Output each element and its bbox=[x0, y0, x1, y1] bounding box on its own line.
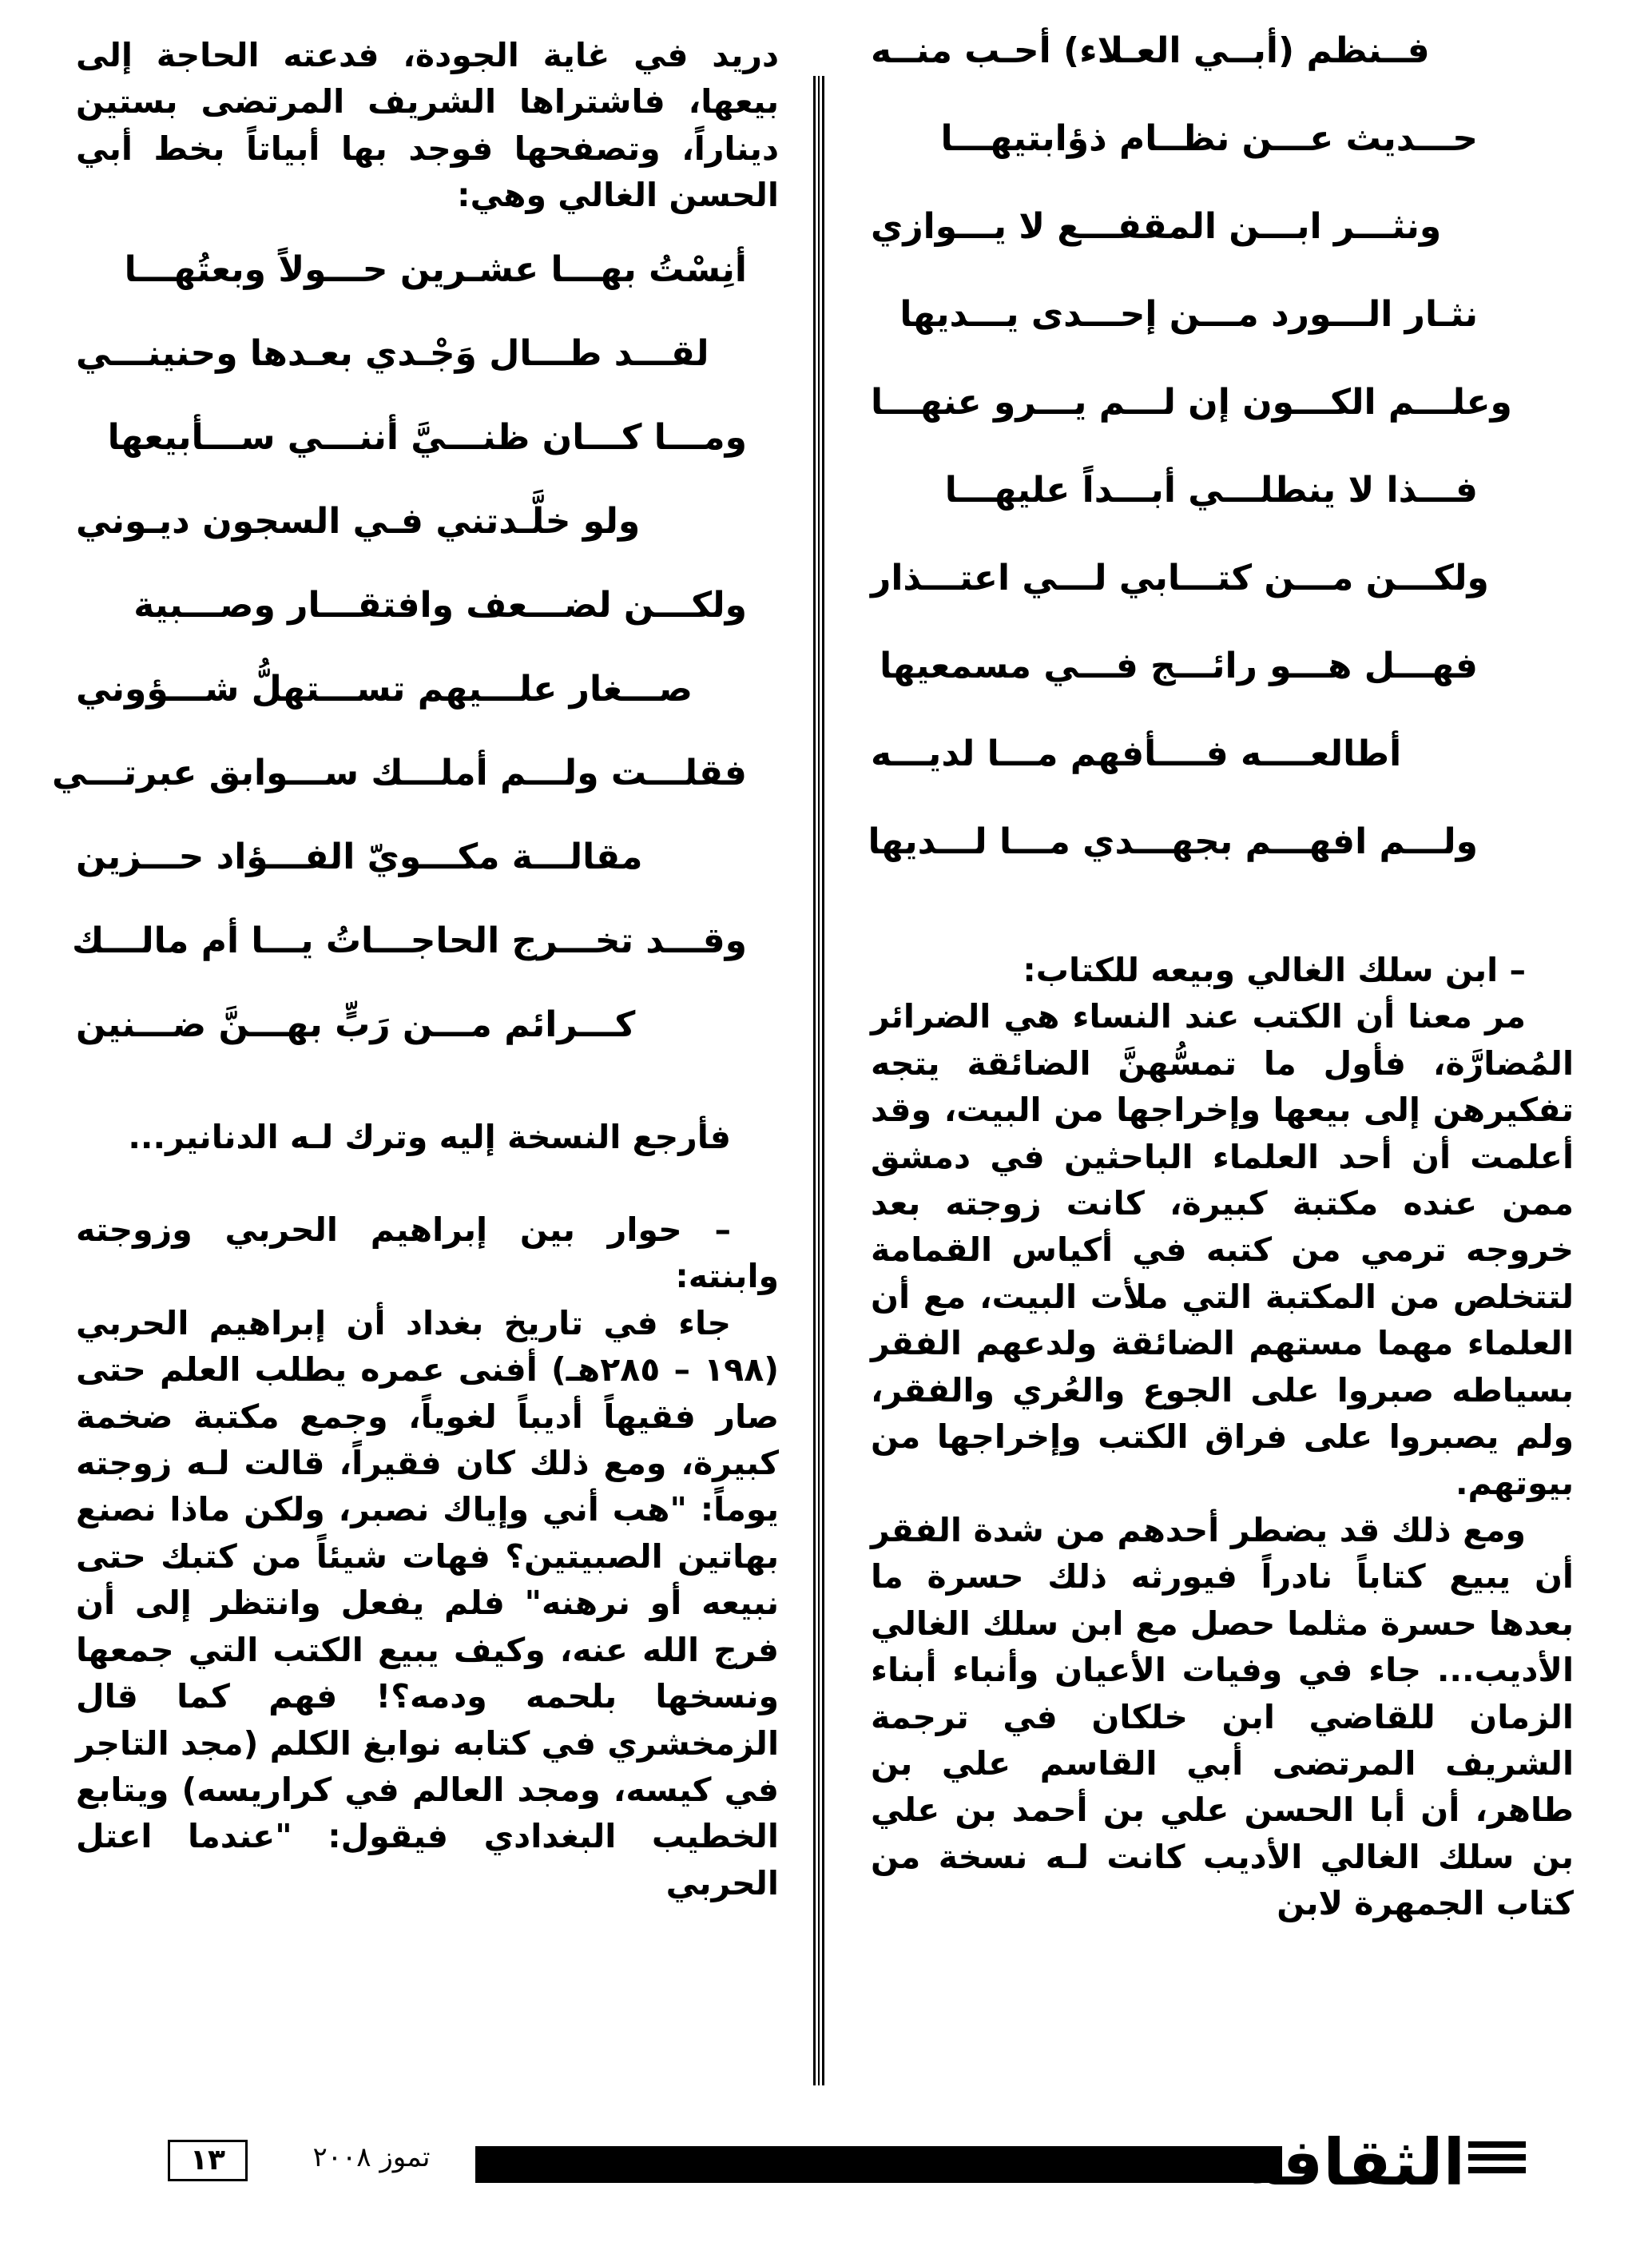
verse-line: أطالعــــه فــــأفهم مـــا لديـــه bbox=[871, 733, 1402, 774]
paragraph: جاء في تاريخ بغداد أن إبراهيم الحربي (١٩٨ – ٢٨٥هـ) أفنى عمره يطلب العلم حتى صار فقيهاً أديباً لغوياً، وجمع مكتبة ضخمة كبيرة، ومع ذلك كان فقيراً، قالت لـه زوجته يوماً: "هب أني وإياك نصبر، ولكن ماذا نصنع بهاتين الصبيتين؟ فهات شيئاً من كتبك حتى نبيعه أو نرهنه" فلم يفعل وانتظر إلى أن فرج الله عنه، وكيف يبيع الكتب التي جمعها ونسخها بلحمه ودمه؟! فهم كما قال الزمخشري في كتابه نوابغ الكلم (مجد التاجر في كيسه، ومجد العالم في كراريسه) ويتابع الخطيب البغدادي فيقول: "عندما اعتل الحربي bbox=[76, 1303, 779, 1902]
verse-line: ومـــا كـــان ظنـــيَّ أننـــي ســـأبيعها bbox=[107, 416, 747, 458]
page-footer bbox=[168, 2119, 1526, 2215]
paragraph: ومع ذلك قد يضطر أحدهم من شدة الفقر أن يبيع كتاباً نادراً فيورثه ذلك حسرة ما بعدها حسرة مثلما حصل مع ابن سلك الغالي الأديب... جاء في وفيات الأعيان وأنباء أبناء الزمان للقاضي ابن خلكان في ترجمة الشريف المرتضى أبي القاسم علي بن طاهر، أن أبا الحسن علي بن أحمد بن علي بن سلك الغالي الأديب كانت لـه نسخة من كتاب الجمهرة لابن bbox=[871, 1510, 1574, 1923]
verse-line: وعلـــم الكـــون إن لـــم يـــرو عنهـــا bbox=[871, 382, 1512, 423]
verse-line: صـــغار علـــيهم تســـتهلُّ شـــؤوني bbox=[76, 668, 693, 710]
magazine-logo bbox=[1242, 2119, 1526, 2207]
logo-bars-icon bbox=[1468, 2141, 1526, 2188]
closing-paragraph: فأرجع النسخة إليه وترك لـه الدنانير... bbox=[128, 1117, 731, 1156]
verse-line: فــنظم (أبــي العـلاء) أحـب منــه bbox=[871, 30, 1430, 71]
verse-line: لقـــد طـــال وَجْـدي بعـدها وحنينـــي bbox=[76, 332, 709, 374]
poem-right bbox=[868, 30, 1574, 911]
verse-line: فقلـــت ولـــم أملـــك ســـوابق عبرتـــي bbox=[51, 752, 747, 793]
verse-line: ونثـــر ابـــن المقفـــع لا يـــوازي bbox=[871, 206, 1442, 247]
poem-left bbox=[51, 248, 779, 1090]
verse-line: ولكـــن مـــن كتـــابي لـــي اعتـــذار bbox=[871, 558, 1489, 598]
verse-line: وقـــد تخـــرج الحاجـــاتُ يـــا أم مالـــك bbox=[72, 920, 747, 961]
footer-rule bbox=[475, 2146, 1282, 2183]
section-heading: – حوار بين إبراهيم الحربي وزوجته وابنته: bbox=[76, 1211, 779, 1296]
verse-line: ولو خلَّـدتني فـي السجون ديـوني bbox=[76, 500, 641, 542]
column-divider bbox=[813, 76, 824, 2085]
verse-line: ولـــم افهـــم بجهـــدي مـــا لـــديها bbox=[868, 821, 1478, 862]
verse-line: فـــذا لا ينطلـــي أبـــداً عليهـــا bbox=[944, 470, 1478, 511]
section-heading: – ابن سلك الغالي وبيعه للكتاب: bbox=[1023, 951, 1526, 989]
left-prose bbox=[76, 1114, 779, 1907]
paragraph: مر معنا أن الكتب عند النساء هي الضرائر المُضارَّة، فأول ما تمسُّهنَّ الضائقة يتجه تفكيرهن إلى بيعها وإخراجها من البيت، وقد أعلمت أن أحد العلماء الباحثين في دمشق ممن عنده مكتبة كبيرة، كانت زوجته بعد خروجه ترمي من كتبه في أكياس القمامة لتتخلص من المكتبة التي ملأت البيت، مع أن العلماء مهما مستهم الضائقة ولدعهم الفقر بسياطه صبروا على الجوع والعُري والفقر، ولم يصبروا على فراق الكتب وإخراجها من بيوتهم. bbox=[871, 997, 1574, 1503]
issue-date: تموز ٢٠٠٨ bbox=[312, 2141, 431, 2173]
magazine-name: الثقافة bbox=[1242, 2125, 1465, 2200]
verse-line: مقالـــة مكـــويّ الفـــؤاد حـــزين bbox=[76, 836, 643, 877]
right-prose bbox=[871, 947, 1574, 1927]
verse-line: نثـار الـــورد مـــن إحـــدى يـــديها bbox=[899, 294, 1478, 335]
verse-line: فهـــل هـــو رائـــج فـــي مسمعيها bbox=[880, 646, 1478, 686]
page-number: ١٣ bbox=[168, 2140, 248, 2181]
verse-line: حـــديث عـــن نظــام ذؤابتيهـــا bbox=[940, 118, 1478, 159]
paragraph: دريد في غاية الجودة، فدعته الحاجة إلى بيعها، فاشتراها الشريف المرتضى بستين ديناراً، وتصفحها فوجد بها أبياتاً بخط أبي الحسن الغالي وهي: bbox=[76, 36, 779, 215]
verse-line: كـــرائم مـــن رَبٍّ بهـــنَّ ضـــنين bbox=[76, 1004, 636, 1045]
left-column bbox=[51, 32, 779, 1906]
intro-paragraph bbox=[76, 32, 779, 219]
verse-line: ولكـــن لضـــعف وافتقـــار وصـــبية bbox=[133, 584, 747, 626]
verse-line: أنِسْتُ بهـــا عشـرين حـــولاً وبعتُهـــا bbox=[124, 248, 747, 290]
right-column bbox=[868, 30, 1574, 1923]
